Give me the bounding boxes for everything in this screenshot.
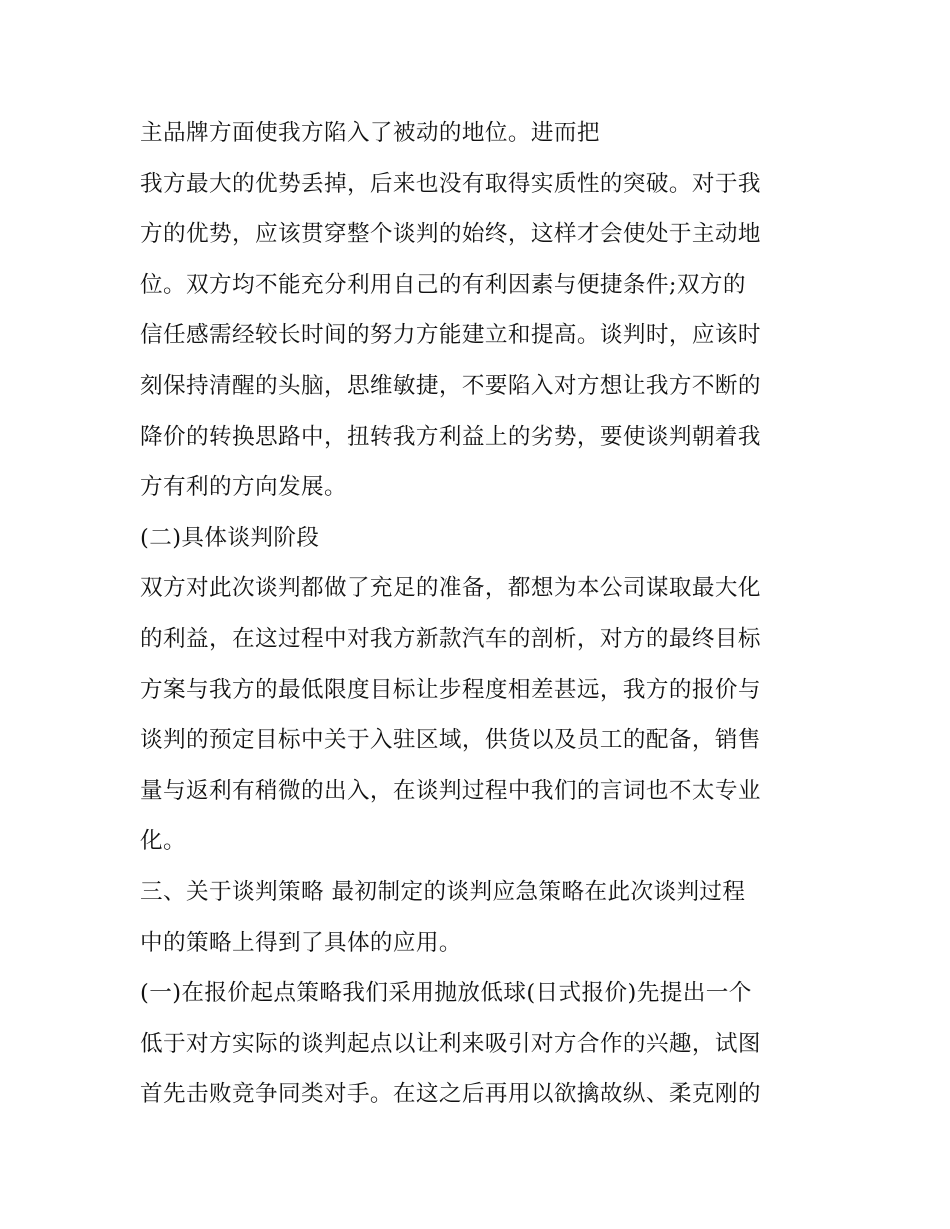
text-line: 的利益，在这过程中对我方新款汽车的剖析，对方的最终目标 xyxy=(140,625,761,652)
text-line: 刻保持清醒的头脑，思维敏捷，不要陷入对方想让我方不断的 xyxy=(140,372,761,399)
text-line: 我方最大的优势丢掉，后来也没有取得实质性的突破。对于我 xyxy=(140,170,761,197)
text-line: 量与返利有稍微的出入，在谈判过程中我们的言词也不太专业 xyxy=(140,777,761,804)
section-heading: (二)具体谈判阶段 xyxy=(140,524,320,551)
text-line: 方的优势，应该贯穿整个谈判的始终，这样才会使处于主动地 xyxy=(140,221,761,248)
text-line: 谈判的预定目标中关于入驻区域，供货以及员工的配备，销售 xyxy=(140,727,761,754)
text-line: 降价的转换思路中，扭转我方利益上的劣势，要使谈判朝着我 xyxy=(140,423,761,450)
text-line: 信任感需经较长时间的努力方能建立和提高。谈判时，应该时 xyxy=(140,322,761,349)
text-line: 中的策略上得到了具体的应用。 xyxy=(140,929,462,956)
text-line: 低于对方实际的谈判起点以让利来吸引对方合作的兴趣，试图 xyxy=(140,1030,761,1057)
text-line: 方案与我方的最低限度目标让步程度相差甚远，我方的报价与 xyxy=(140,676,761,703)
text-line: 位。双方均不能充分利用自己的有利因素与便捷条件;双方的 xyxy=(140,271,746,298)
section-heading: 三、关于谈判策略 最初制定的谈判应急策略在此次谈判过程 xyxy=(140,878,746,905)
text-line: (一)在报价起点策略我们采用抛放低球(日式报价)先提出一个 xyxy=(140,980,752,1007)
text-line: 首先击败竞争同类对手。在这之后再用以欲擒故纵、柔克刚的 xyxy=(140,1081,761,1108)
text-line: 方有利的方向发展。 xyxy=(140,474,347,501)
text-line: 主品牌方面使我方陷入了被动的地位。进而把 xyxy=(140,120,600,146)
text-line: 化。 xyxy=(140,828,186,855)
document-body xyxy=(140,108,820,1120)
text-line: 双方对此次谈判都做了充足的准备，都想为本公司谋取最大化 xyxy=(140,575,761,602)
